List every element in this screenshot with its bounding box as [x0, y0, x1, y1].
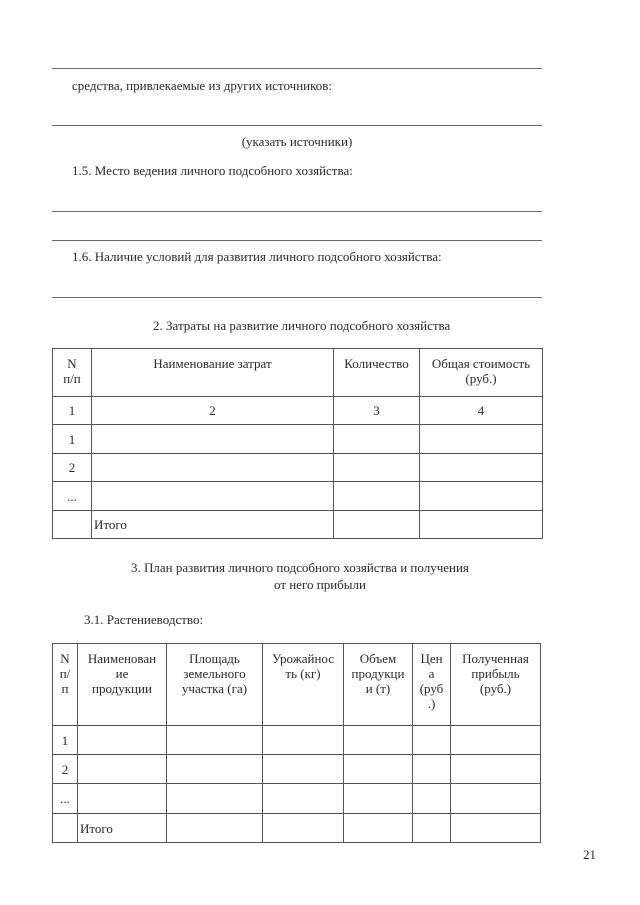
subsection-title: 3.1. Растениеводство: — [84, 612, 204, 627]
blank-line — [52, 125, 542, 126]
header-yield — [263, 644, 344, 726]
table-header-row — [53, 644, 541, 726]
table-cell — [263, 784, 344, 814]
header-cost-name-text: Наименование затрат — [153, 356, 272, 371]
index-cell: 4 — [420, 397, 543, 425]
blank-line — [52, 297, 542, 298]
header-number — [53, 349, 92, 397]
table-cell — [334, 511, 420, 539]
table-cell — [263, 814, 344, 843]
sources-hint: (указать источники) — [241, 134, 353, 149]
row-number-cell: ... — [53, 482, 92, 511]
header-profit — [451, 644, 541, 726]
table-cell — [451, 784, 541, 814]
header-number — [53, 644, 78, 726]
header-product-name — [78, 644, 167, 726]
blank-line — [52, 68, 542, 69]
header-number-text: N п/п — [63, 356, 81, 386]
blank-line — [52, 240, 542, 241]
table-row — [53, 784, 541, 814]
table-cell — [78, 784, 167, 814]
page-number: 21 — [583, 847, 596, 862]
table-cell — [263, 755, 344, 784]
table-cell — [92, 425, 334, 454]
table-row — [53, 454, 543, 482]
crop-plan-table — [52, 643, 541, 843]
table-cell — [167, 726, 263, 755]
header-quantity — [334, 349, 420, 397]
header-volume-text: Объем продукци и (т) — [351, 651, 405, 696]
table-row — [53, 726, 541, 755]
table-cell — [420, 454, 543, 482]
table-row — [53, 425, 543, 454]
table-cell — [167, 784, 263, 814]
costs-table — [52, 348, 543, 539]
row-number-cell: 2 — [53, 454, 92, 482]
section2-title: 2. Затраты на развитие личного подсобного хозяйства — [153, 318, 451, 333]
index-cell: 2 — [92, 397, 334, 425]
header-profit-text: Полученная прибыль (руб.) — [462, 651, 529, 696]
total-label: Итого — [92, 511, 334, 539]
header-price — [413, 644, 451, 726]
table-row — [53, 482, 543, 511]
table-cell — [451, 726, 541, 755]
table-cell — [334, 425, 420, 454]
funds-label: средства, привлекаемые из других источников: — [72, 78, 333, 93]
table-cell — [344, 726, 413, 755]
item-1-5-label: 1.5. Место ведения личного подсобного хозяйства: — [72, 163, 353, 178]
table-cell — [420, 511, 543, 539]
table-cell — [451, 755, 541, 784]
table-header-row — [53, 349, 543, 397]
table-cell — [167, 814, 263, 843]
header-yield-text: Урожайнос ть (кг) — [272, 651, 334, 681]
index-cell: 3 — [334, 397, 420, 425]
total-label: Итого — [78, 814, 167, 843]
table-cell — [451, 814, 541, 843]
table-cell — [263, 726, 344, 755]
table-cell — [420, 425, 543, 454]
table-cell — [167, 755, 263, 784]
table-cell — [344, 784, 413, 814]
table-cell — [334, 454, 420, 482]
header-land-area — [167, 644, 263, 726]
table-cell — [53, 511, 92, 539]
table-cell — [413, 784, 451, 814]
table-cell — [92, 482, 334, 511]
table-cell — [78, 755, 167, 784]
header-number-text: N п/ п — [59, 651, 71, 696]
table-cell — [413, 814, 451, 843]
header-volume — [344, 644, 413, 726]
table-cell — [78, 726, 167, 755]
row-number-cell: 1 — [53, 726, 78, 755]
table-cell — [413, 755, 451, 784]
table-cell — [420, 482, 543, 511]
header-price-text: Цен а (руб .) — [419, 651, 444, 711]
table-index-row — [53, 397, 543, 425]
table-total-row — [53, 511, 543, 539]
table-cell — [92, 454, 334, 482]
row-number-cell: 1 — [53, 425, 92, 454]
header-cost-name — [92, 349, 334, 397]
table-cell — [344, 814, 413, 843]
header-total-cost-text: Общая стоимость (руб.) — [431, 356, 531, 386]
item-1-6-label: 1.6. Наличие условий для развития личного подсобного хозяйства: — [72, 249, 442, 264]
header-quantity-text: Количество — [344, 356, 409, 371]
table-cell — [344, 755, 413, 784]
header-product-name-text: Наименован ие продукции — [87, 651, 157, 696]
header-total-cost — [420, 349, 543, 397]
table-cell — [413, 726, 451, 755]
section3-title-line2: от него прибыли — [274, 577, 366, 592]
table-cell — [334, 482, 420, 511]
row-number-cell: 2 — [53, 755, 78, 784]
index-cell: 1 — [53, 397, 92, 425]
section3-title-line1: 3. План развития личного подсобного хозяйства и получения — [131, 560, 469, 575]
table-cell — [53, 814, 78, 843]
blank-line — [52, 211, 542, 212]
row-number-cell: ... — [53, 784, 78, 814]
table-row — [53, 755, 541, 784]
header-land-area-text: Площадь земельного участка (га) — [181, 651, 248, 696]
table-total-row — [53, 814, 541, 843]
